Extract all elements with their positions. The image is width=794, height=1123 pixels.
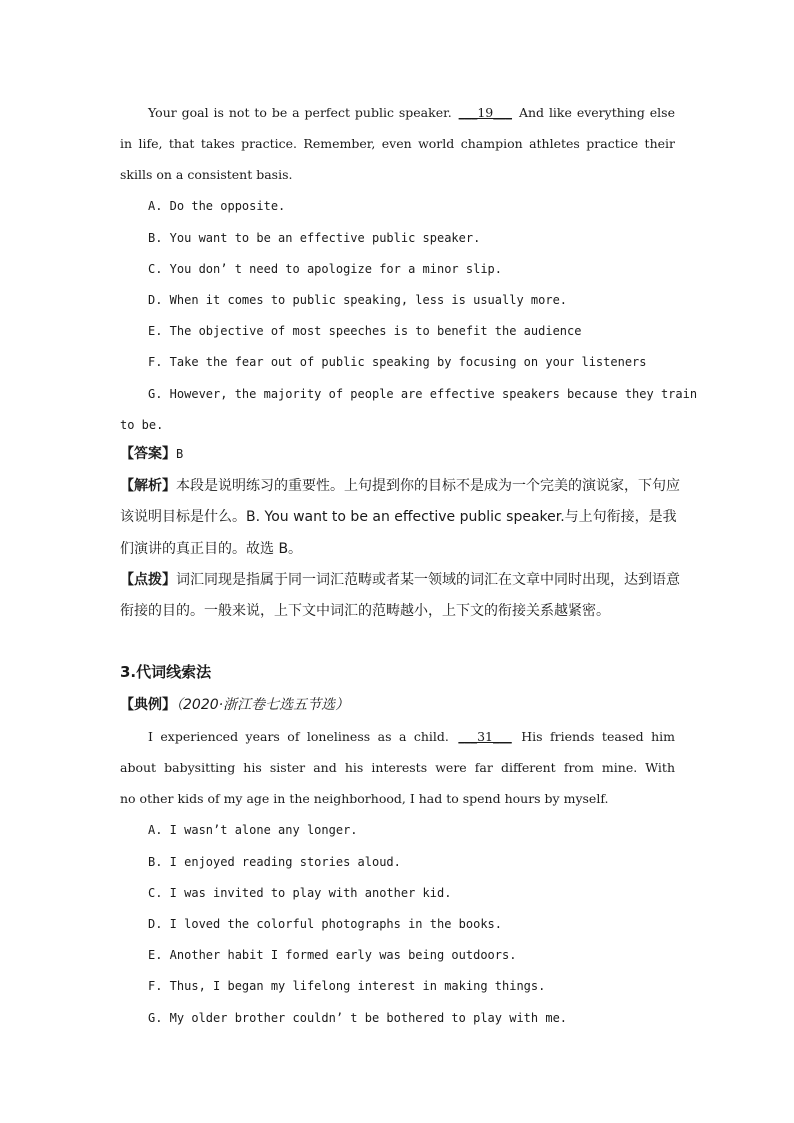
example-source: （2020·浙江卷七选五节选） (176, 697, 350, 713)
tip-tag: 【点拨】 (120, 572, 176, 588)
option2-e: E. Another habit I formed early was being outdoors. (148, 948, 517, 962)
option-g: G. However, the majority of people are effective speakers because they train (148, 387, 698, 401)
option-a: A. Do the opposite. (148, 199, 286, 213)
passage1-line2: in life, that takes practice. Remember, even world champion athletes practice their (120, 136, 675, 151)
passage2-text-cont: His friends teased him (521, 729, 675, 744)
analysis-text: 本段是说明练习的重要性。上句提到你的目标不是成为一个完美的演说家，下句应 (176, 478, 680, 494)
passage1-text-cont: And like everything else (518, 105, 675, 120)
passage1-line3: skills on a consistent basis. (120, 167, 293, 182)
option-g-cont: to be. (120, 418, 164, 432)
option-d: D. When it comes to public speaking, less is usually more. (148, 293, 568, 307)
option2-d: D. I loved the colorful photographs in the books. (148, 917, 503, 931)
passage2-text: I experienced years of loneliness as a child. (148, 729, 449, 744)
tip-line1 (120, 572, 680, 588)
example-line (120, 697, 675, 713)
tip-line2: 衔接的目的。一般来说，上下文中词汇的范畴越小，上下文的衔接关系越紧密。 (120, 603, 610, 619)
passage1-text: Your goal is not to be a perfect public speaker. (148, 105, 452, 120)
passage2-line3: no other kids of my age in the neighborhood, I had to spend hours by myself. (120, 791, 609, 806)
answer-value: B (176, 447, 184, 461)
passage1-line1 (148, 105, 675, 121)
passage2-line1 (148, 729, 675, 745)
analysis-tag: 【解析】 (120, 478, 176, 494)
answer-tag: 【答案】 (120, 446, 176, 462)
blank-31: ___31___ (458, 729, 512, 744)
passage2-line2: about babysitting his sister and his interests were far different from mine. With (120, 760, 675, 775)
analysis-line2: 该说明目标是什么。B. You want to be an effective public speaker.与上句衔接，是我 (120, 509, 677, 525)
option-b: B. You want to be an effective public speaker. (148, 231, 481, 245)
option2-a: A. I wasn’t alone any longer. (148, 823, 358, 837)
section-heading: 3.代词线索法 (120, 663, 212, 681)
option-e: E. The objective of most speeches is to benefit the audience (148, 324, 582, 338)
tip-text: 词汇同现是指属于同一词汇范畴或者某一领域的词汇在文章中同时出现，达到语意 (176, 572, 680, 588)
option2-g: G. My older brother couldn’ t be bothered to play with me. (148, 1011, 568, 1025)
option2-f: F. Thus, I began my lifelong interest in making things. (148, 979, 546, 993)
answer-line (120, 446, 675, 462)
analysis-line1 (120, 478, 680, 494)
example-tag: 【典例】 (120, 697, 176, 713)
option2-c: C. I was invited to play with another kid. (148, 886, 452, 900)
option2-b: B. I enjoyed reading stories aloud. (148, 855, 401, 869)
option-f: F. Take the fear out of public speaking by focusing on your listeners (148, 355, 647, 369)
blank-19: ___19___ (458, 105, 513, 120)
analysis-line3: 们演讲的真正目的。故选 B。 (120, 541, 303, 557)
option-c: C. You don’ t need to apologize for a minor slip. (148, 262, 503, 276)
